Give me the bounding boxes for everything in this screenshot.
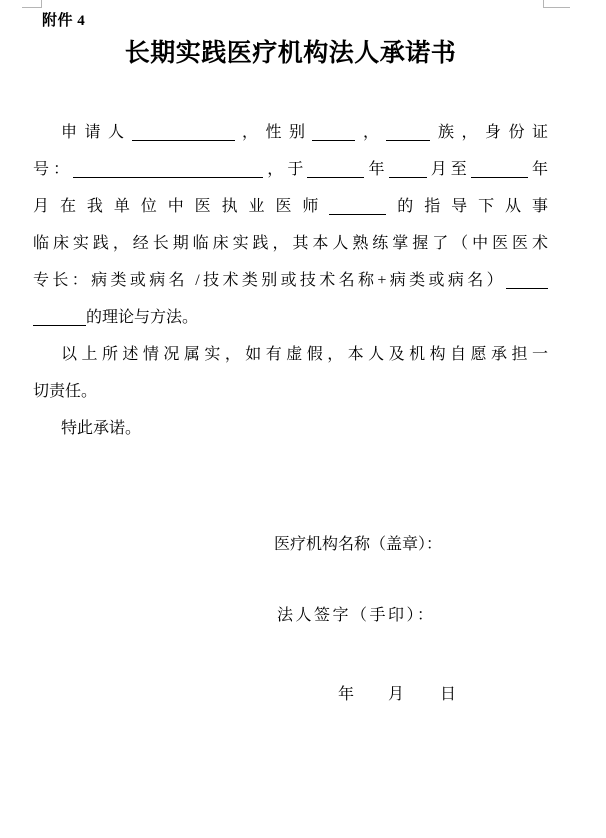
- fill-in-blank[interactable]: [33, 310, 86, 326]
- date-line: [338, 684, 456, 706]
- body-line-1: [33, 114, 548, 151]
- fill-in-blank[interactable]: [506, 273, 548, 289]
- text-run: 族，身份证: [430, 124, 548, 141]
- text-run: 的理论与方法。: [86, 309, 199, 326]
- body-line-2: [33, 151, 548, 188]
- body-line-4: [33, 225, 548, 262]
- text-run: ，: [355, 124, 387, 141]
- body-line-3: [33, 188, 548, 225]
- text-run: 以上所述情况属实，如有虚假，本人及机构自愿承担一: [61, 346, 548, 363]
- text-run: 号：: [33, 161, 74, 178]
- fill-in-blank[interactable]: [329, 199, 386, 215]
- legal-person-signature-label: 法人签字（手印）：: [277, 607, 436, 624]
- text-run: 申请人: [61, 124, 132, 141]
- body-line-6: [33, 299, 548, 336]
- date-month-label: 月: [388, 686, 405, 703]
- text-run: 年: [527, 161, 548, 178]
- text-run: 年: [364, 161, 389, 178]
- crop-mark-top-right-horizontal: [543, 7, 570, 8]
- crop-mark-top-left-vertical: [41, 0, 42, 8]
- body-line-7: [33, 336, 548, 373]
- page-title: 长期实践医疗机构法人承诺书: [124, 40, 457, 67]
- org-name-signature-label: 医疗机构名称（盖章）：: [274, 536, 443, 553]
- date-year-label: 年: [338, 686, 355, 703]
- body-line-8: [33, 373, 548, 410]
- crop-mark-top-left-horizontal: [22, 7, 41, 8]
- crop-mark-top-right-vertical: [543, 0, 544, 8]
- text-run: 切责任。: [33, 383, 98, 400]
- text-run: 月在我单位中医执业医师: [33, 198, 330, 215]
- text-run: ，于: [263, 161, 308, 178]
- body-line-9: [33, 410, 548, 447]
- fill-in-blank[interactable]: [312, 125, 355, 141]
- fill-in-blank[interactable]: [389, 162, 427, 178]
- body-line-5: [33, 262, 548, 299]
- text-run: 月至: [426, 161, 471, 178]
- document-body: [33, 114, 548, 447]
- text-run: 临床实践，经长期临床实践，其本人熟练掌握了（中医医术: [33, 235, 548, 252]
- fill-in-blank[interactable]: [307, 162, 364, 178]
- fill-in-blank[interactable]: [73, 162, 263, 178]
- text-run: 专长：病类或病名 /技术类别或技术名称+病类或病名）: [33, 272, 506, 289]
- fill-in-blank[interactable]: [132, 125, 235, 141]
- text-run: 特此承诺。: [61, 420, 142, 437]
- attachment-label: 附件 4: [42, 13, 86, 29]
- text-run: 的指导下从事: [386, 198, 548, 215]
- fill-in-blank[interactable]: [386, 125, 430, 141]
- text-run: ，性别: [234, 124, 313, 141]
- fill-in-blank[interactable]: [471, 162, 528, 178]
- date-day-label: 日: [440, 686, 457, 703]
